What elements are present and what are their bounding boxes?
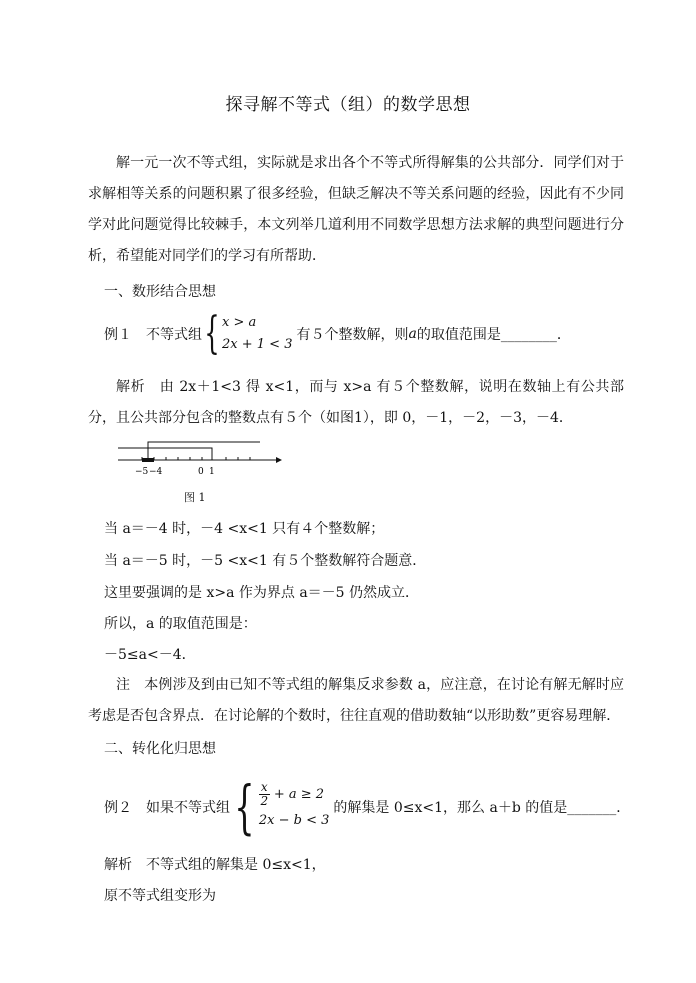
example-1-var: a [408,326,417,342]
tick-label-neg5: −5 [135,467,149,477]
example-2-tail: 的解集是 0≤x<1，那么 a＋b 的值是_______． [333,800,631,816]
example-1-label: 例１ 不等式组 [104,327,202,343]
shaded-interval [142,458,154,462]
tick-label-1: 1 [209,467,215,477]
inequality-1b: 2x + 1 < 3 [222,337,293,352]
inequality-2a-tail: + a ≥ 2 [273,786,325,802]
example-2 [104,773,631,841]
section-heading-2: 二、转化化归思想 [104,741,216,757]
section-heading-1: 一、数形结合思想 [104,284,216,300]
text-line: 当 a＝－5 时，－5 <x<1 有５个整数解符合题意． [104,553,427,569]
fraction-numerator: x [260,779,268,794]
inequality-1a: x > a [222,315,257,330]
brace-symbol: { [204,308,220,359]
figure-caption: 图 1 [184,491,206,504]
brace-symbol: { [234,773,255,841]
tick-label-0: 0 [198,467,204,477]
intro-paragraph: 解一元一次不等式组，实际就是求出各个不等式所得解集的公共部分．同学们对于求解相等关系的问题积累了很多经验，但缺乏解决不等关系问题的经验，因此有不少同学对此问题觉得比较棘手，本文列举几道利用不同数学思想方法求解的典型问题进行分析，希望能对同学们的学习有所帮助． [88,155,624,264]
fraction [259,781,270,808]
text-line: 当 a＝－4 时，－4 <x<1 只有４个整数解； [104,521,385,537]
number-line-figure [112,438,292,488]
inequality-2b: 2x − b < 3 [258,812,330,828]
example-1-tail: 有５个整数解，则 [296,327,409,343]
page-title: 探寻解不等式（组）的数学思想 [225,95,471,115]
inequality-2a [259,781,330,808]
text-line: －5≤a<－4． [104,647,196,663]
example-1-analysis: 解析 由 2x＋1<3 得 x<1，而与 x>a 有５个整数解，说明在数轴上有公共部分，且公共部分包含的整数点有５个（如图1），即 0，－1，－2，－3，－4． [88,379,624,426]
ray-x-less-than-1 [118,448,212,460]
example-1-tail2: 的取值范围是________． [416,327,571,343]
axis-arrow [276,457,282,463]
example-1 [104,308,571,359]
inequality-system-2 [259,781,330,834]
fraction-denominator: 2 [260,793,269,808]
inequality-system-1 [222,312,292,356]
note-paragraph: 注 本例涉及到由已知不等式组的解集反求参数 a，应注意，在讨论有解无解时应考虑是否包含界点．在讨论解的个数时，往往直观的借助数轴“以形助数”更容易理解． [88,677,624,724]
tick-label-neg4: −4 [149,467,163,477]
text-line: 原不等式组变形为 [104,888,216,904]
example-2-label: 例２ 如果不等式组 [104,800,230,816]
ray-x-greater-than-a [148,442,260,460]
example-2-analysis: 解析 不等式组的解集是 0≤x<1， [104,857,326,873]
text-line: 所以，a 的取值范围是： [104,616,257,632]
text-line: 这里要强调的是 x>a 作为界点 a＝－5 仍然成立． [104,585,420,601]
